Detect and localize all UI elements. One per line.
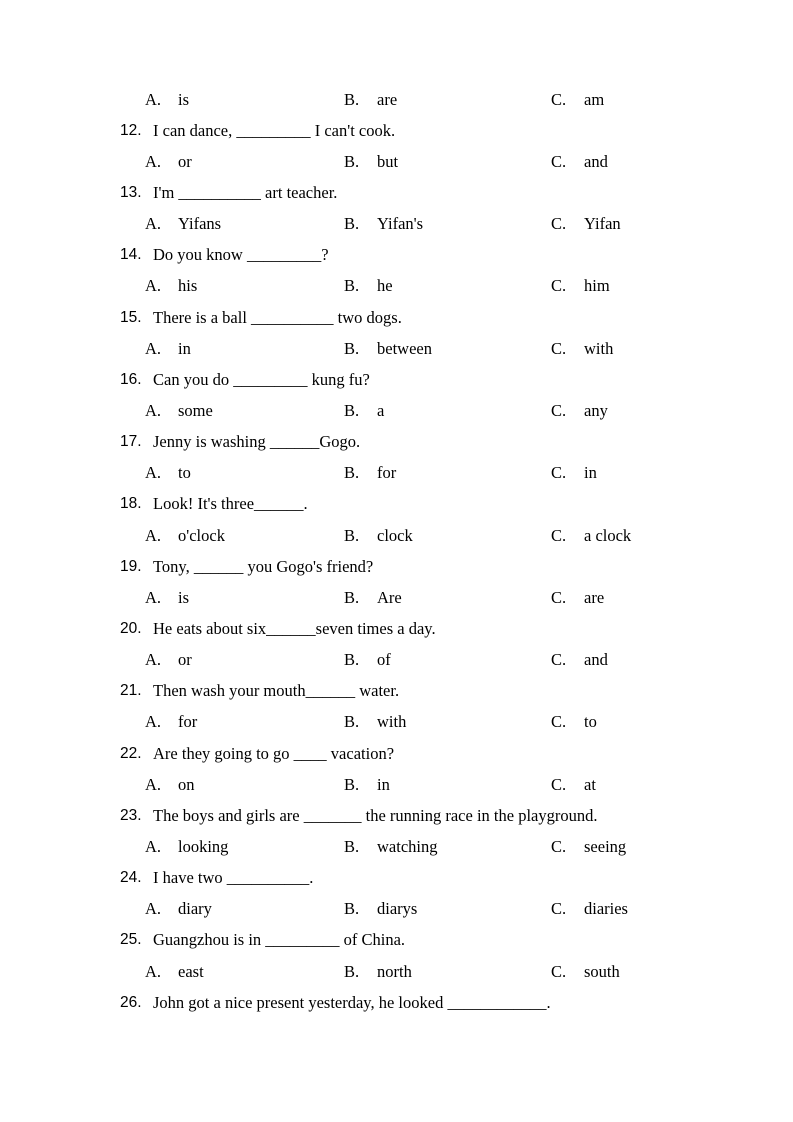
option-c-text: am [584,89,605,109]
options-row [0,395,793,426]
option-a-label: A. [145,151,162,171]
question-number: 24. [120,869,142,887]
question-stem-row [0,800,793,831]
option-a-text: diary [178,899,212,919]
option-b-text: Yifan's [377,214,424,234]
question-text: I have two __________. [153,868,314,888]
question-number: 23. [120,806,142,824]
option-c-label: C. [551,961,567,981]
options-row [0,333,793,364]
option-c [551,214,793,234]
option-b-text: clock [377,525,413,545]
question-stem-row [0,240,793,271]
option-a-text: some [178,400,213,420]
question-number: 16. [120,370,142,388]
option-c-label: C. [551,214,567,234]
question-text: Look! It's three______. [153,494,308,514]
option-a-text: on [178,774,195,794]
option-a-label: A. [145,214,162,234]
option-b [344,152,551,172]
option-b-text: but [377,151,399,171]
options-row [0,707,793,738]
question-text: There is a ball __________ two dogs. [153,307,402,327]
option-b-label: B. [344,712,360,732]
option-a-text: is [178,587,190,607]
option-c-text: seeing [584,836,627,856]
option-c-label: C. [551,774,567,794]
option-a-label: A. [145,89,162,109]
question-number: 13. [120,183,142,201]
options-row [0,956,793,987]
option-a [145,775,344,795]
option-c-text: him [584,276,610,296]
question-text: Jenny is washing ______Gogo. [153,432,361,452]
option-a [145,152,344,172]
option-c [551,650,793,670]
option-b-label: B. [344,650,360,670]
option-b-text: with [377,712,407,732]
option-a-text: in [178,338,191,358]
option-b-label: B. [344,338,360,358]
option-b [344,90,551,110]
question-stem-row [0,115,793,146]
option-a-label: A. [145,400,162,420]
option-c [551,276,793,296]
option-b-text: diarys [377,899,418,919]
option-c-text: with [584,338,614,358]
question-stem-row [0,925,793,956]
option-a [145,526,344,546]
question-stem-row [0,551,793,582]
option-c-label: C. [551,338,567,358]
option-a [145,962,344,982]
options-row [0,831,793,862]
option-b-text: a [377,400,385,420]
option-c [551,775,793,795]
option-b-text: in [377,774,390,794]
question-number: 17. [120,433,142,451]
option-a [145,339,344,359]
option-b [344,775,551,795]
question-stem-row [0,738,793,769]
question-text: Are they going to go ____ vacation? [153,743,395,763]
question-stem-row [0,427,793,458]
option-a [145,899,344,919]
option-c-label: C. [551,400,567,420]
question-text: The boys and girls are _______ the running race in the playground. [153,805,598,825]
option-b-label: B. [344,836,360,856]
option-c-text: any [584,400,608,420]
option-c [551,837,793,857]
option-c-text: and [584,650,608,670]
option-c [551,401,793,421]
question-stem-row [0,177,793,208]
question-stem-row [0,302,793,333]
option-a-label: A. [145,525,162,545]
option-b-text: between [377,338,432,358]
option-a-text: for [178,712,198,732]
question-number: 14. [120,246,142,264]
option-c-text: at [584,774,596,794]
question-text: Do you know _________? [153,245,329,265]
question-number: 19. [120,557,142,575]
question-number: 12. [120,121,142,139]
option-c-label: C. [551,899,567,919]
option-b [344,650,551,670]
option-b-text: watching [377,836,438,856]
options-row [0,146,793,177]
option-a-text: east [178,961,204,981]
question-text: Can you do _________ kung fu? [153,369,370,389]
options-row [0,84,793,115]
option-a-label: A. [145,712,162,732]
option-b [344,588,551,608]
option-c-text: to [584,712,597,732]
option-c [551,962,793,982]
question-text: John got a nice present yesterday, he looked ____________. [153,992,551,1012]
options-row [0,520,793,551]
option-c-label: C. [551,650,567,670]
option-a [145,712,344,732]
option-b [344,712,551,732]
option-c [551,588,793,608]
option-c-label: C. [551,151,567,171]
option-b-label: B. [344,525,360,545]
option-b-label: B. [344,587,360,607]
options-row [0,209,793,240]
option-c [551,90,793,110]
question-number: 26. [120,993,142,1011]
question-stem-row [0,676,793,707]
option-a-label: A. [145,899,162,919]
options-row [0,769,793,800]
option-b-text: for [377,463,397,483]
option-a-text: or [178,151,192,171]
option-b-label: B. [344,89,360,109]
option-c-text: diaries [584,899,628,919]
option-a-label: A. [145,961,162,981]
option-a-label: A. [145,836,162,856]
question-text: He eats about six______seven times a day. [153,618,436,638]
option-a [145,276,344,296]
question-number: 18. [120,495,142,513]
question-number: 25. [120,931,142,949]
option-a [145,463,344,483]
option-a-label: A. [145,276,162,296]
option-a-text: Yifans [178,214,222,234]
option-c-text: in [584,463,597,483]
option-a-text: looking [178,836,229,856]
option-c-label: C. [551,712,567,732]
option-a-text: is [178,89,190,109]
option-b [344,339,551,359]
options-row [0,894,793,925]
option-c-text: a clock [584,525,632,545]
option-a-label: A. [145,338,162,358]
option-a-text: or [178,650,192,670]
option-b-label: B. [344,276,360,296]
option-b-label: B. [344,151,360,171]
question-stem-row [0,863,793,894]
question-number: 22. [120,744,142,762]
option-c-text: are [584,587,605,607]
options-row [0,458,793,489]
option-b-label: B. [344,214,360,234]
options-row [0,582,793,613]
option-a [145,650,344,670]
question-stem-row [0,364,793,395]
option-c-text: and [584,151,608,171]
option-a [145,401,344,421]
option-c-text: Yifan [584,214,621,234]
option-b-text: of [377,650,391,670]
option-a [145,214,344,234]
options-row [0,271,793,302]
option-b-text: Are [377,587,402,607]
question-stem-row [0,987,793,1018]
question-number: 20. [120,619,142,637]
option-a-label: A. [145,463,162,483]
option-a [145,837,344,857]
option-c [551,899,793,919]
question-stem-row [0,613,793,644]
option-b-text: he [377,276,393,296]
option-b-label: B. [344,774,360,794]
option-c-label: C. [551,89,567,109]
option-a-label: A. [145,650,162,670]
question-stem-row [0,489,793,520]
option-b [344,463,551,483]
question-list [0,84,793,1018]
option-c [551,152,793,172]
question-text: I can dance, _________ I can't cook. [153,120,396,140]
option-b-text: are [377,89,398,109]
option-b-label: B. [344,899,360,919]
option-b-text: north [377,961,412,981]
option-a-label: A. [145,774,162,794]
option-c-label: C. [551,587,567,607]
option-b [344,899,551,919]
question-text: I'm __________ art teacher. [153,182,338,202]
option-c-label: C. [551,525,567,545]
option-b [344,962,551,982]
option-b [344,837,551,857]
option-b-label: B. [344,400,360,420]
option-c [551,463,793,483]
option-b [344,526,551,546]
option-a-text: to [178,463,191,483]
option-b-label: B. [344,463,360,483]
option-b [344,401,551,421]
option-b [344,214,551,234]
options-row [0,645,793,676]
option-a [145,588,344,608]
option-a-label: A. [145,587,162,607]
option-c [551,339,793,359]
question-number: 21. [120,682,142,700]
question-number: 15. [120,308,142,326]
option-c-label: C. [551,836,567,856]
option-a-text: o'clock [178,525,225,545]
option-c-label: C. [551,276,567,296]
option-a-text: his [178,276,198,296]
option-c-text: south [584,961,620,981]
option-a [145,90,344,110]
option-c [551,526,793,546]
option-c [551,712,793,732]
option-b-label: B. [344,961,360,981]
question-text: Guangzhou is in _________ of China. [153,930,406,950]
option-b [344,276,551,296]
option-c-label: C. [551,463,567,483]
question-text: Tony, ______ you Gogo's friend? [153,556,374,576]
question-text: Then wash your mouth______ water. [153,681,400,701]
